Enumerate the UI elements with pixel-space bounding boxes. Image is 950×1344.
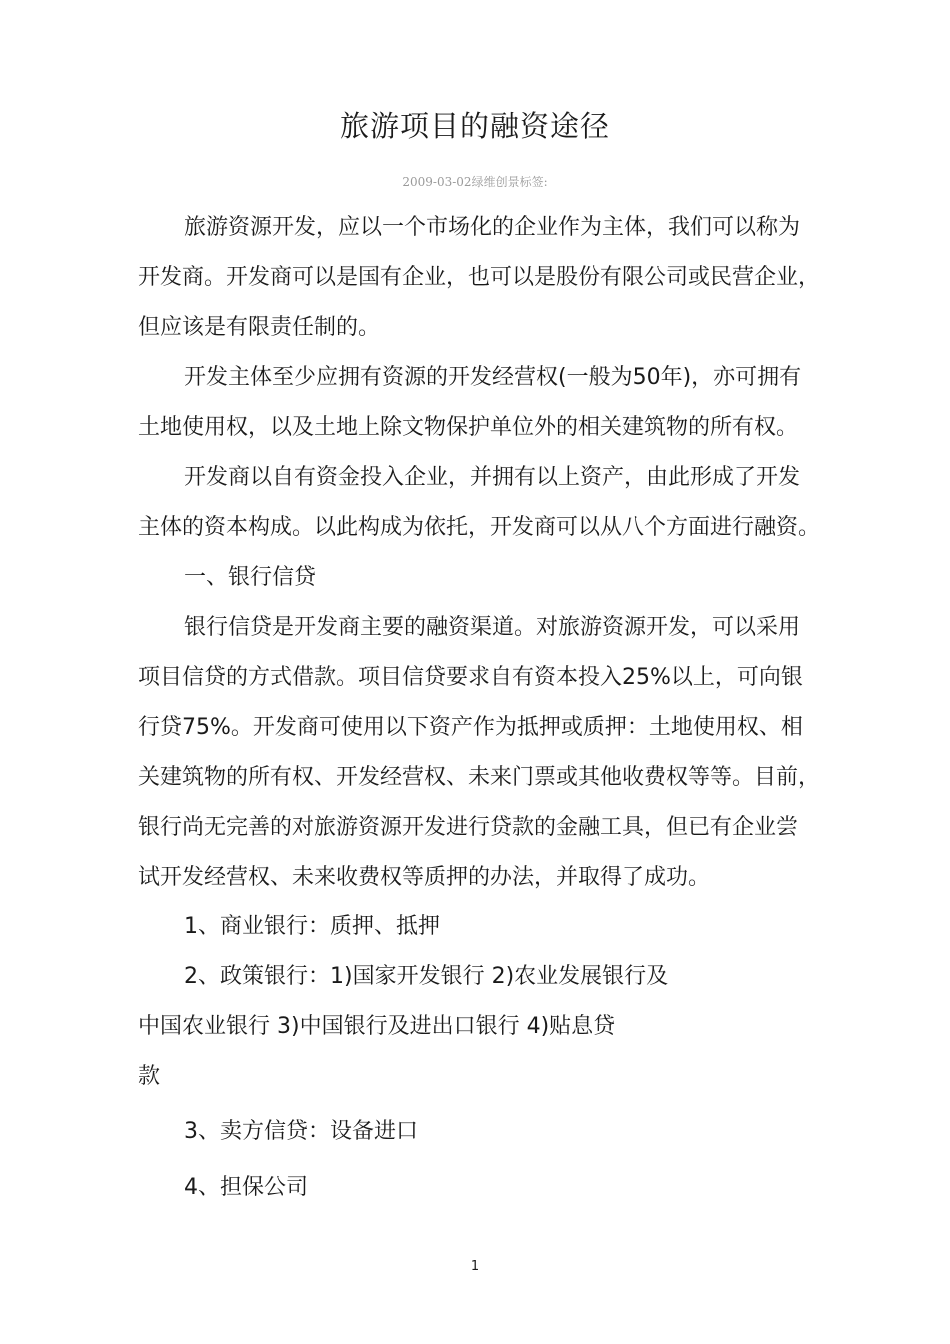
paragraph-line: 主体的资本构成。以此构成为依托，开发商可以从八个方面进行融资。	[138, 515, 821, 540]
document-meta: 2009-03-02绿维创景标签:	[402, 175, 548, 189]
list-item: 1、商业银行：质押、抵押	[184, 914, 440, 939]
page-number: 1	[470, 1259, 480, 1274]
paragraph-line: 开发商以自有资金投入企业，并拥有以上资产，由此形成了开发	[184, 465, 801, 490]
paragraph-line: 试开发经营权、未来收费权等质押的办法，并取得了成功。	[138, 865, 711, 890]
paragraph-line: 旅游资源开发，应以一个市场化的企业作为主体，我们可以称为	[184, 215, 801, 240]
paragraph-line: 项目信贷的方式借款。项目信贷要求自有资本投入25%以上，可向银	[138, 665, 803, 690]
paragraph-line: 银行尚无完善的对旅游资源开发进行贷款的金融工具，但已有企业尝	[138, 815, 799, 840]
paragraph-line: 银行信贷是开发商主要的融资渠道。对旅游资源开发，可以采用	[184, 615, 801, 640]
paragraph-line: 开发商。开发商可以是国有企业，也可以是股份有限公司或民营企业，	[138, 265, 821, 290]
list-item: 3、卖方信贷：设备进口	[184, 1119, 418, 1144]
list-item-continuation: 中国农业银行 3)中国银行及进出口银行 4)贴息贷	[138, 1014, 616, 1039]
section-heading: 一、银行信贷	[184, 565, 317, 590]
list-item: 2、政策银行：1)国家开发银行 2)农业发展银行及	[184, 964, 669, 989]
paragraph-line: 行贷75%。开发商可使用以下资产作为抵押或质押：土地使用权、相	[138, 715, 803, 740]
paragraph-line: 开发主体至少应拥有资源的开发经营权(一般为50年)，亦可拥有	[184, 365, 802, 390]
document-title: 旅游项目的融资途径	[339, 109, 610, 143]
paragraph-line: 关建筑物的所有权、开发经营权、未来门票或其他收费权等等。目前，	[138, 765, 821, 790]
list-item-continuation: 款	[138, 1064, 161, 1089]
list-item: 4、担保公司	[184, 1175, 308, 1200]
paragraph-line: 但应该是有限责任制的。	[138, 315, 381, 340]
paragraph-line: 土地使用权，以及土地上除文物保护单位外的相关建筑物的所有权。	[138, 415, 799, 440]
